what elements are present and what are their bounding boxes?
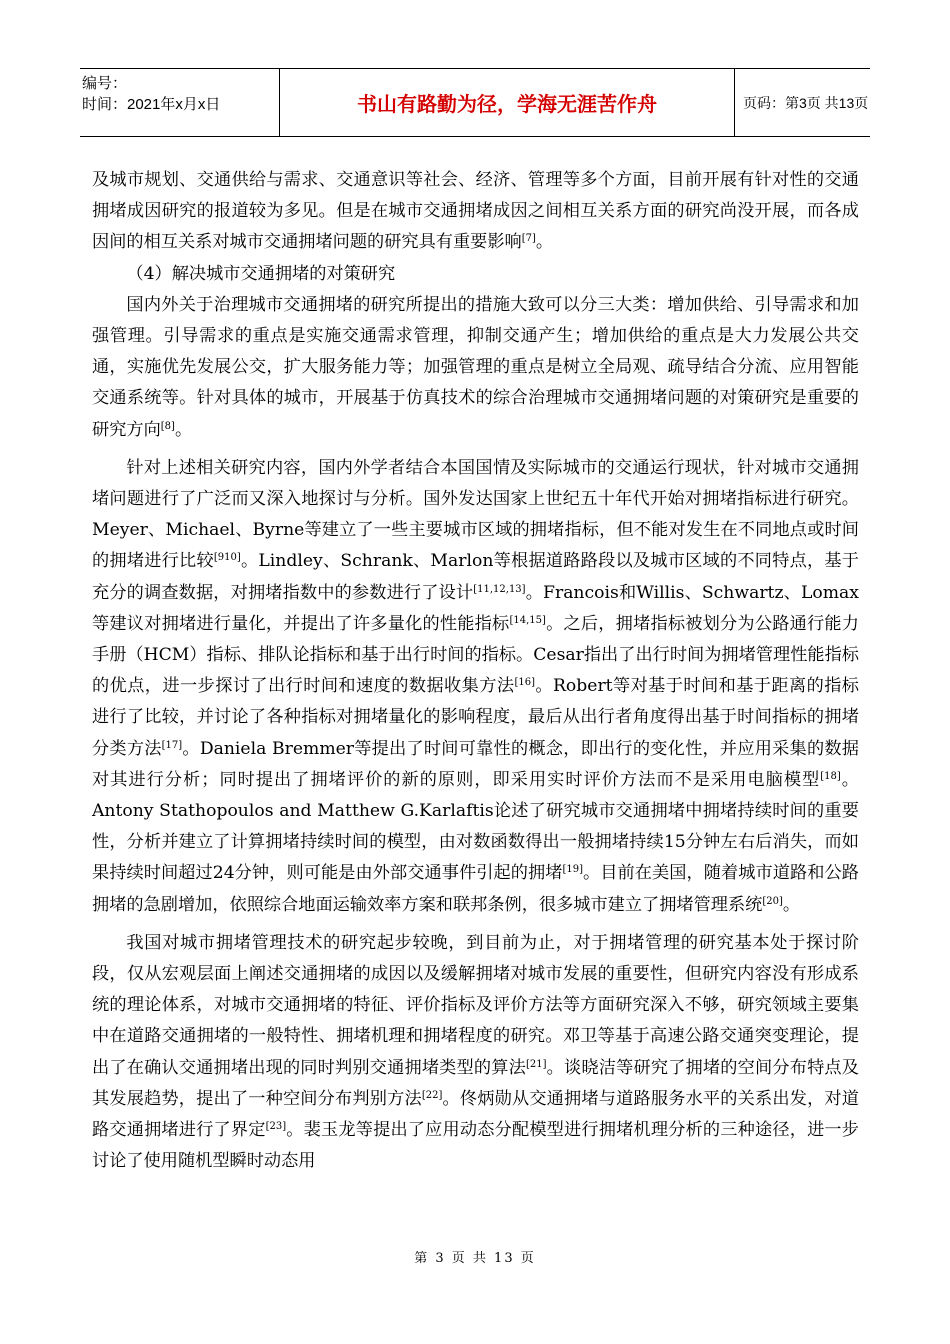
citation: [8]	[160, 420, 175, 432]
paragraph-2: 国内外关于治理城市交通拥堵的研究所提出的措施大致可以分三大类：增加供给、引导需求和加强管理。引导需求的重点是实施交通需求管理，抑制交通产生；增加供给的重点是大力发展公共交通，实施优先发展公交，扩大服务能力等；加强管理的重点是树立全局观、疏导结合分流、应用智能交通系统等。针对具体的城市，开展基于仿真技术的综合治理城市交通拥堵问题的对策研究是重要的研究方向[8]。	[92, 294, 859, 440]
document-body	[92, 165, 859, 1178]
paragraph-4: 我国对城市拥堵管理技术的研究起步较晚，到目前为止，对于拥堵管理的研究基本处于探讨阶段，仅从宏观层面上阐述交通拥堵的成因以及缓解拥堵对城市发展的重要性，但研究内容没有形成系统的理论体系，对城市交通拥堵的特征、评价指标及评价方法等方面研究深入不够，研究领域主要集中在道路交通拥堵的一般特性、拥堵机理和拥堵程度的研究。邓卫等基于高速公路交通突变理论，提出了在确认交通拥堵出现的同时判别交通拥堵类型的算法[21]。谈晓洁等研究了拥堵的空间分布特点及其发展趋势，提出了一种空间分布判别方法[22]。佟炳勋从交通拥堵与道路服务水平的关系出发，对道路交通拥堵进行了界定[23]。裴玉龙等提出了应用动态分配模型进行拥堵机理分析的三种途径，进一步讨论了使用随机型瞬时动态用	[92, 932, 859, 1172]
header-meta	[80, 69, 280, 136]
citation: [7]	[521, 233, 536, 245]
citation: [17]	[161, 739, 183, 751]
page-footer: 第 3 页 共 13 页	[414, 1251, 536, 1266]
page-header	[80, 68, 870, 137]
citation: [22]	[421, 1089, 443, 1101]
citation: [14,15]	[509, 614, 546, 626]
paragraph-3: 针对上述相关研究内容，国内外学者结合本国国情及实际城市的交通运行现状，针对城市交通拥堵问题进行了广泛而又深入地探讨与分析。国外发达国家上世纪五十年代开始对拥堵指标进行研究。Meyer、Michael、Byrne等建立了一些主要城市区域的拥堵指标，但不能对发生在不同地点或时间的拥堵进行比较[910]。Lindley、Schrank、Marlon等根据道路路段以及城市区域的不同特点，基于充分的调查数据，对拥堵指数中的参数进行了设计[11,12,13]。Francois和Willis、Schwartz、Lomax等建议对拥堵进行量化，并提出了许多量化的性能指标[14,15]。之后，拥堵指标被划分为公路通行能力手册（HCM）指标、排队论指标和基于出行时间的指标。Cesar指出了出行时间为拥堵管理性能指标的优点，进一步探讨了出行时间和速度的数据收集方法[16]。Robert等对基于时间和基于距离的指标进行了比较，并讨论了各种指标对拥堵量化的影响程度，最后从出行者角度得出基于时间指标的拥堵分类方法[17]。Daniela Bremmer等提出了时间可靠性的概念，即出行的变化性，并应用采集的数据对其进行分析；同时提出了拥堵评价的新的原则，即采用实时评价方法而不是采用电脑模型[18]。Antony Stathopoulos and Matthew G.Karlaftis论述了研究城市交通拥堵中拥堵持续时间的重要性，分析并建立了计算拥堵持续时间的模型，由对数函数得出一般拥堵持续15分钟左右后消失，而如果持续时间超过24分钟，则可能是由外部交通事件引起的拥堵[19]。目前在美国，随着城市道路和公路拥堵的急剧增加，依照综合地面运输效率方案和联邦条例，很多城市建立了拥堵管理系统[20]。	[92, 457, 859, 915]
header-page-info: 页码：第3页 共13页	[743, 94, 869, 111]
citation: [21]	[525, 1058, 547, 1070]
paragraph-1: 及城市规划、交通供给与需求、交通意识等社会、经济、管理等多个方面，目前开展有针对性的交通拥堵成因研究的报道较为多见。但是在城市交通拥堵成因之间相互关系方面的研究尚没开展，而各成因间的相互关系对城市交通拥堵问题的研究具有重要影响[7]。	[92, 170, 859, 253]
document-date: 时间：2021年x月x日	[82, 96, 221, 113]
citation: [20]	[762, 895, 783, 907]
citation: [19]	[562, 864, 583, 876]
citation: [11,12,13]	[473, 583, 526, 595]
section-heading: （4）解决城市交通拥堵的对策研究	[126, 263, 396, 284]
citation: [18]	[820, 770, 841, 782]
citation: [16]	[514, 677, 535, 689]
citation: [23]	[265, 1121, 287, 1133]
header-motto: 书山有路勤为径，学海无涯苦作舟	[280, 69, 735, 136]
document-number-label: 编号：	[82, 75, 128, 92]
citation: [910]	[213, 552, 241, 564]
